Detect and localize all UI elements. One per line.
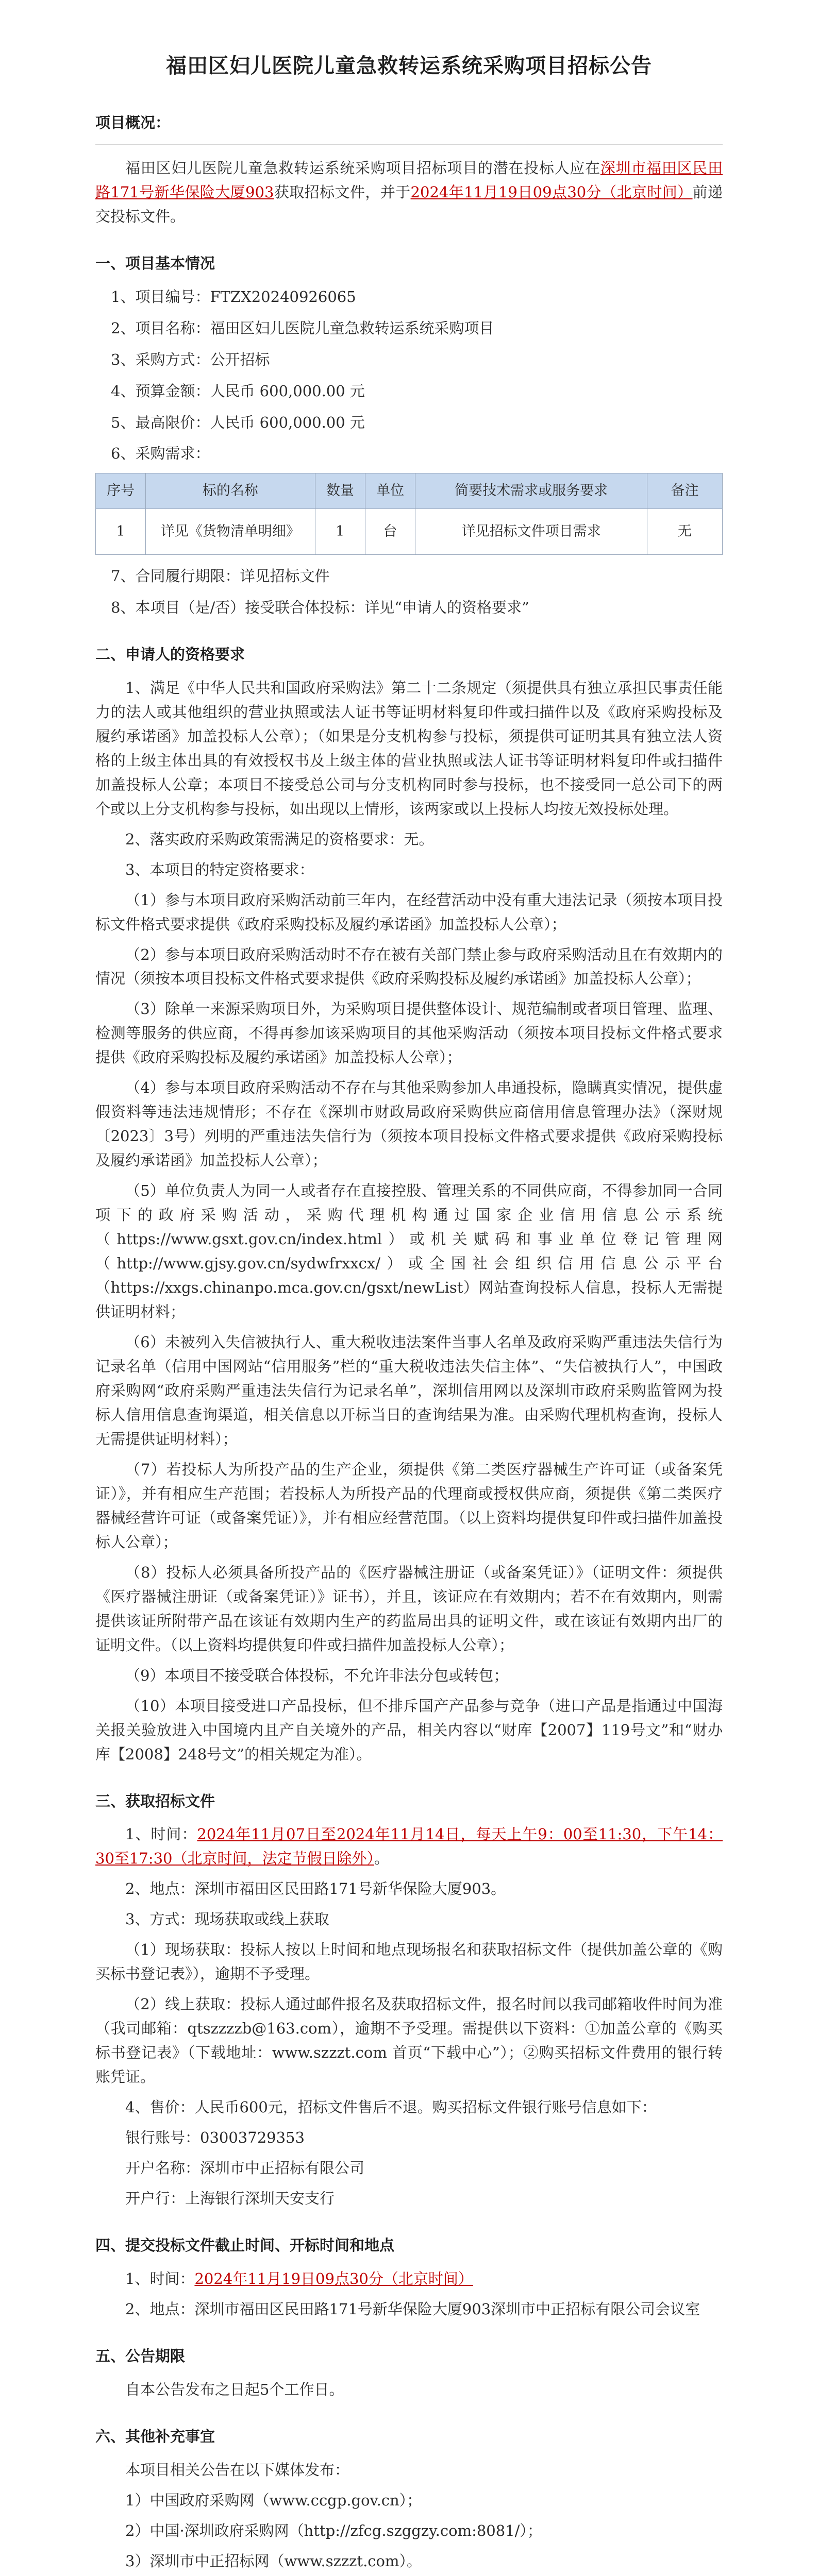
overview-location: 深圳市福田区民田路171号新华保险大厦903 bbox=[95, 159, 723, 201]
qualification-3-4: （4）参与本项目政府采购活动不存在与其他采购参加人串通投标，隐瞒真实情况，提供虚假资料等违法违规情形；不存在《深圳市财政局政府采购供应商信用信息管理办法》（深财规〔2023〕3号）列明的严重违法失信行为（须按本项目投标文件格式要求提供《政府采购投标及履约承诺函》加盖投标人公章）； bbox=[95, 1079, 723, 1170]
divider bbox=[95, 144, 723, 145]
overview-heading: 项目概况： bbox=[95, 113, 171, 131]
table-row bbox=[96, 509, 723, 555]
table-header: 单位 bbox=[365, 473, 415, 509]
qualification-3-2: （2）参与本项目政府采购活动时不存在被有关部门禁止参与政府采购活动且在有效期内的情况（须按本项目投标文件格式要求提供《政府采购投标及履约承诺函》加盖投标人公章）； bbox=[95, 945, 723, 988]
section6-heading: 六、其他补充事宜 bbox=[95, 2427, 215, 2445]
overview-text: 获取招标文件，并于 bbox=[274, 183, 411, 201]
qualification-3-6: （6）未被列入失信被执行人、重大税收违法案件当事人名单及政府采购严重违法失信行为记录名单（信用中国网站“信用服务”栏的“重大税收违法失信主体”、“失信被执行人”，中国政府采购网“政府采购严重违法失信行为记录名单”，深圳信用网以及深圳市政府采购监管网为投标人信用信息查询渠道，相关信息以开标当日的查询结果为准。由采购代理机构查询，投标人无需提供证明材料）； bbox=[95, 1333, 723, 1448]
requirements-table-wrap bbox=[95, 473, 723, 554]
qualification-3-8: （8）投标人必须具备所投产品的《医疗器械注册证（或备案凭证）》（证明文件：须提供《医疗器械注册证（或备案凭证）》证书），并且，该证应在有效期内；若不在有效期内，则需提供该证所附带产品在该证有效期内生产的药监局出具的证明文件，或在该证有效期内出厂的证明文件。（以上资料均提供复印件或扫描件加盖投标人公章）； bbox=[95, 1563, 723, 1654]
bid-deadline-value: 2024年11月19日09点30分（北京时间） bbox=[194, 2270, 473, 2288]
table-header: 序号 bbox=[96, 473, 146, 509]
contract-period: 7、合同履行期限：详见招标文件 bbox=[111, 567, 330, 585]
section5-heading: 五、公告期限 bbox=[95, 2347, 186, 2365]
acquisition-time bbox=[95, 1822, 723, 1871]
qualification-3: 3、本项目的特定资格要求： bbox=[125, 860, 314, 878]
qualification-2: 2、落实政府采购政策需满足的资格要求：无。 bbox=[125, 830, 434, 848]
qualification-3-1: （1）参与本项目政府采购活动前三年内，在经营活动中没有重大违法记录（须按本项目投标文件格式要求提供《政府采购投标及履约承诺函》加盖投标人公章）； bbox=[95, 891, 723, 933]
acquisition-place: 2、地点：深圳市福田区民田路171号新华保险大厦903。 bbox=[125, 1880, 506, 1898]
qualification-3-10: （10）本项目接受进口产品投标，但不排斥国产产品参与竞争（进口产品是指通过中国海关报关验放进入中国境内且产自关境外的产品，相关内容以“财库【2007】119号文”和“财办库【2008】248号文”的相关规定为准）。 bbox=[95, 1697, 723, 1763]
table-header: 备注 bbox=[647, 473, 723, 509]
notice-period: 自本公告发布之日起5个工作日。 bbox=[125, 2380, 344, 2398]
acquisition-time-label: 1、时间： bbox=[125, 1825, 197, 1843]
acquisition-time-end: 。 bbox=[374, 1850, 389, 1868]
procurement-method: 3、采购方式：公开招标 bbox=[111, 350, 270, 368]
table-header-row bbox=[96, 473, 723, 509]
table-header: 简要技术需求或服务要求 bbox=[415, 473, 647, 509]
section4-heading: 四、提交投标文件截止时间、开标时间和地点 bbox=[95, 2236, 395, 2255]
section1-heading: 一、项目基本情况 bbox=[95, 254, 215, 272]
section3-heading: 三、获取招标文件 bbox=[95, 1792, 215, 1810]
media-intro: 本项目相关公告在以下媒体发布： bbox=[125, 2461, 350, 2479]
max-price: 5、最高限价：人民币 600,000.00 元 bbox=[111, 413, 365, 431]
document-price: 4、售价：人民币600元，招标文件售后不退。购买招标文件银行账号信息如下： bbox=[125, 2098, 657, 2116]
overview-paragraph bbox=[95, 156, 723, 229]
page-title: 福田区妇儿医院儿童急救转运系统采购项目招标公告 bbox=[166, 54, 652, 78]
overview-deadline: 2024年11月19日09点30分（北京时间） bbox=[410, 183, 693, 201]
qualification-3-9: （9）本项目不接受联合体投标，不允许非法分包或转包； bbox=[125, 1666, 509, 1684]
table-cell: 详见招标文件项目需求 bbox=[415, 509, 647, 555]
acquisition-method: 3、方式：现场获取或线上获取 bbox=[125, 1910, 329, 1928]
table-cell: 1 bbox=[315, 509, 365, 555]
acquisition-method-online: （2）线上获取：投标人通过邮件报名及获取招标文件，报名时间以我司邮箱收件时间为准（我司邮箱：qtszzzzb@163.com），逾期不予受理。需提供以下资料：①加盖公章的《购买标书登记表》（下载地址：www.szzzt.com 首页“下载中心”）；②购买招标文件费用的银行转账凭证。 bbox=[95, 1995, 723, 2086]
overview-text: 福田区妇儿医院儿童急救转运系统采购项目招标项目的潜在投标人应在 bbox=[125, 159, 600, 177]
bid-deadline bbox=[95, 2267, 723, 2291]
table-cell: 详见《货物清单明细》 bbox=[146, 509, 315, 555]
overview-text: 前递交投标文件。 bbox=[95, 183, 723, 225]
qualification-3-5: （5）单位负责人为同一人或者存在直接控股、管理关系的不同供应商，不得参加同一合同项下的政府采购活动，采购代理机构通过国家企业信用信息公示系统（https://www.gsxt.gov.cn/index.html）或机关赋码和事业单位登记管理网（http://www.gjsy.gov.cn/sydwfrxxcx/）或全国社会组织信用信息公示平台（https://xxgs.chinanpo.mca.gov.cn/gsxt/newList）网站查询投标人信息，投标人无需提供证明材料； bbox=[95, 1182, 723, 1321]
acquisition-time-value: 2024年11月07日至2024年11月14日，每天上午9：00至11:30，下午14：30至17:30（北京时间，法定节假日除外） bbox=[95, 1825, 723, 1868]
budget-amount: 4、预算金额：人民币 600,000.00 元 bbox=[111, 382, 365, 400]
acquisition-method-onsite: （1）现场获取：投标人按以上时间和地点现场报名和获取招标文件（提供加盖公章的《购买标书登记表》），逾期不予受理。 bbox=[95, 1941, 723, 1983]
consortium-bid: 8、本项目（是/否）接受联合体投标：详见“申请人的资格要求” bbox=[111, 598, 529, 616]
bank-branch: 开户行：上海银行深圳天安支行 bbox=[125, 2190, 335, 2208]
table-header: 标的名称 bbox=[146, 473, 315, 509]
requirements-table bbox=[95, 473, 723, 554]
table-cell: 1 bbox=[96, 509, 146, 555]
media-item: 3）深圳市中正招标网（www.szzzt.com）。 bbox=[125, 2552, 422, 2570]
project-number: 1、项目编号：FTZX20240926065 bbox=[111, 287, 356, 306]
media-item: 1）中国政府采购网（www.ccgp.gov.cn）； bbox=[125, 2491, 422, 2509]
qualification-3-7: （7）若投标人为所投产品的生产企业，须提供《第二类医疗器械生产许可证（或备案凭证）》，并有相应生产范围；若投标人为所投产品的代理商或授权供应商，须提供《第二类医疗器械经营许可证（或备案凭证）》，并有相应经营范围。（以上资料均提供复印件或扫描件加盖投标人公章）； bbox=[95, 1460, 723, 1551]
media-item: 2）中国·深圳政府采购网（http://zfcg.szggzy.com:8081/）； bbox=[125, 2521, 542, 2539]
section2-heading: 二、申请人的资格要求 bbox=[95, 645, 245, 663]
bid-place: 2、地点：深圳市福田区民田路171号新华保险大厦903深圳市中正招标有限公司会议室 bbox=[125, 2300, 700, 2318]
procurement-needs: 6、采购需求： bbox=[111, 445, 210, 463]
table-header: 数量 bbox=[315, 473, 365, 509]
table-cell: 无 bbox=[647, 509, 723, 555]
project-name: 2、项目名称：福田区妇儿医院儿童急救转运系统采购项目 bbox=[111, 319, 494, 337]
qualification-1: 1、满足《中华人民共和国政府采购法》第二十二条规定（须提供具有独立承担民事责任能力的法人或其他组织的营业执照或法人证书等证明材料复印件或扫描件以及《政府采购投标及履约承诺函》加盖投标人公章）；（如果是分支机构参与投标，须提供可证明其具有独立法人资格的上级主体出具的有效授权书及上级主体的营业执照或法人证书等证明材料复印件或扫描件加盖投标人公章；本项目不接受总公司与分支机构同时参与投标，也不接受同一总公司下的两个或以上分支机构参与投标，如出现以上情形，该两家或以上投标人均按无效投标处理。 bbox=[95, 679, 723, 818]
table-cell: 台 bbox=[365, 509, 415, 555]
qualification-3-3: （3）除单一来源采购项目外，为采购项目提供整体设计、规范编制或者项目管理、监理、检测等服务的供应商，不得再参加该采购项目的其他采购活动（须按本项目投标文件格式要求提供《政府采购投标及履约承诺函》加盖投标人公章）； bbox=[95, 1000, 723, 1066]
bank-account-name: 开户名称：深圳市中正招标有限公司 bbox=[125, 2159, 365, 2177]
bank-account: 银行账号：03003729353 bbox=[125, 2129, 305, 2147]
bid-deadline-label: 1、时间： bbox=[125, 2270, 195, 2288]
